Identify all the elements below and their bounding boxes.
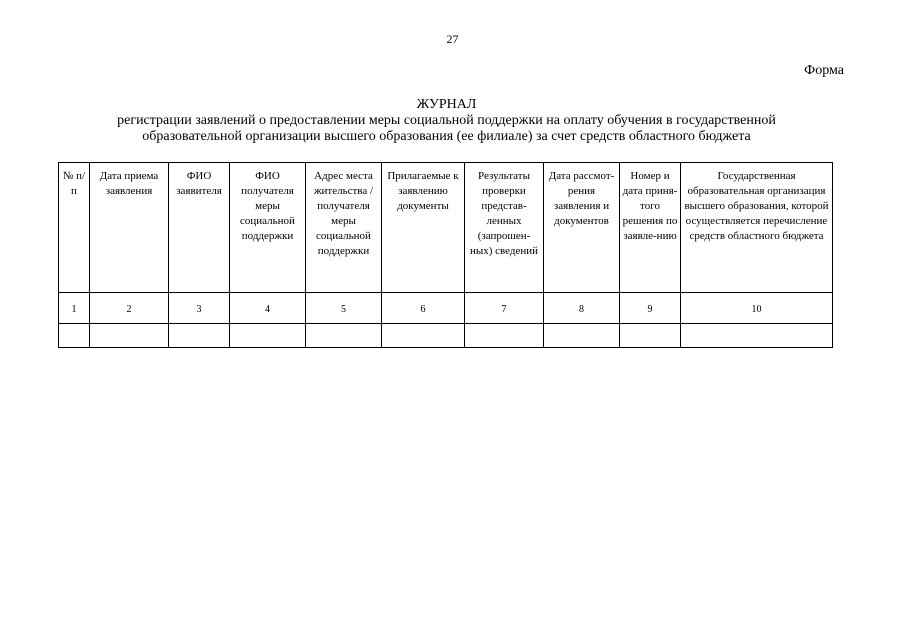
header-cell-applicant-name: ФИО заявителя [169, 163, 230, 293]
header-cell-decision: Номер и дата приня-того решения по заявле-нию [620, 163, 681, 293]
column-number: 10 [681, 293, 833, 324]
empty-cell [230, 324, 306, 348]
header-cell-address: Адрес места жительства / получателя меры социальной поддержки [306, 163, 382, 293]
header-cell-review-date: Дата рассмот-рения заявления и документов [544, 163, 620, 293]
empty-cell [169, 324, 230, 348]
column-number: 6 [382, 293, 465, 324]
header-row [59, 163, 833, 293]
empty-cell [59, 324, 90, 348]
document-subtitle: регистрации заявлений о предоставлении меры социальной поддержки на оплату обучения в государственной образовательной организации высшего образования (ее филиале) за счет средств областного бюджета [117, 113, 776, 144]
empty-cell [465, 324, 544, 348]
header-cell-recipient-name: ФИО получателя меры социальной поддержки [230, 163, 306, 293]
column-number: 9 [620, 293, 681, 324]
empty-cell [90, 324, 169, 348]
empty-cell [681, 324, 833, 348]
header-cell-number: № п/п [59, 163, 90, 293]
empty-cell [544, 324, 620, 348]
header-cell-organization: Государственная образовательная организация высшего образования, которой осуществляется перечисление средств областного бюджета [681, 163, 833, 293]
header-cell-date-received: Дата приема заявления [90, 163, 169, 293]
header-cell-attached-documents: Прилагаемые к заявлению документы [382, 163, 465, 293]
form-label: Форма [804, 63, 844, 78]
document-title: ЖУРНАЛ [416, 97, 477, 112]
empty-cell [620, 324, 681, 348]
page-number: 27 [446, 32, 459, 46]
column-number-row [59, 293, 833, 324]
column-number: 5 [306, 293, 382, 324]
column-number: 8 [544, 293, 620, 324]
column-number: 7 [465, 293, 544, 324]
empty-entry-row [59, 324, 833, 348]
empty-cell [306, 324, 382, 348]
column-number: 2 [90, 293, 169, 324]
header-cell-verification-results: Результаты проверки представ-ленных (запрошен-ных) сведений [465, 163, 544, 293]
registration-journal-table [58, 162, 833, 348]
column-number: 1 [59, 293, 90, 324]
title-block [60, 97, 833, 145]
empty-cell [382, 324, 465, 348]
column-number: 3 [169, 293, 230, 324]
column-number: 4 [230, 293, 306, 324]
